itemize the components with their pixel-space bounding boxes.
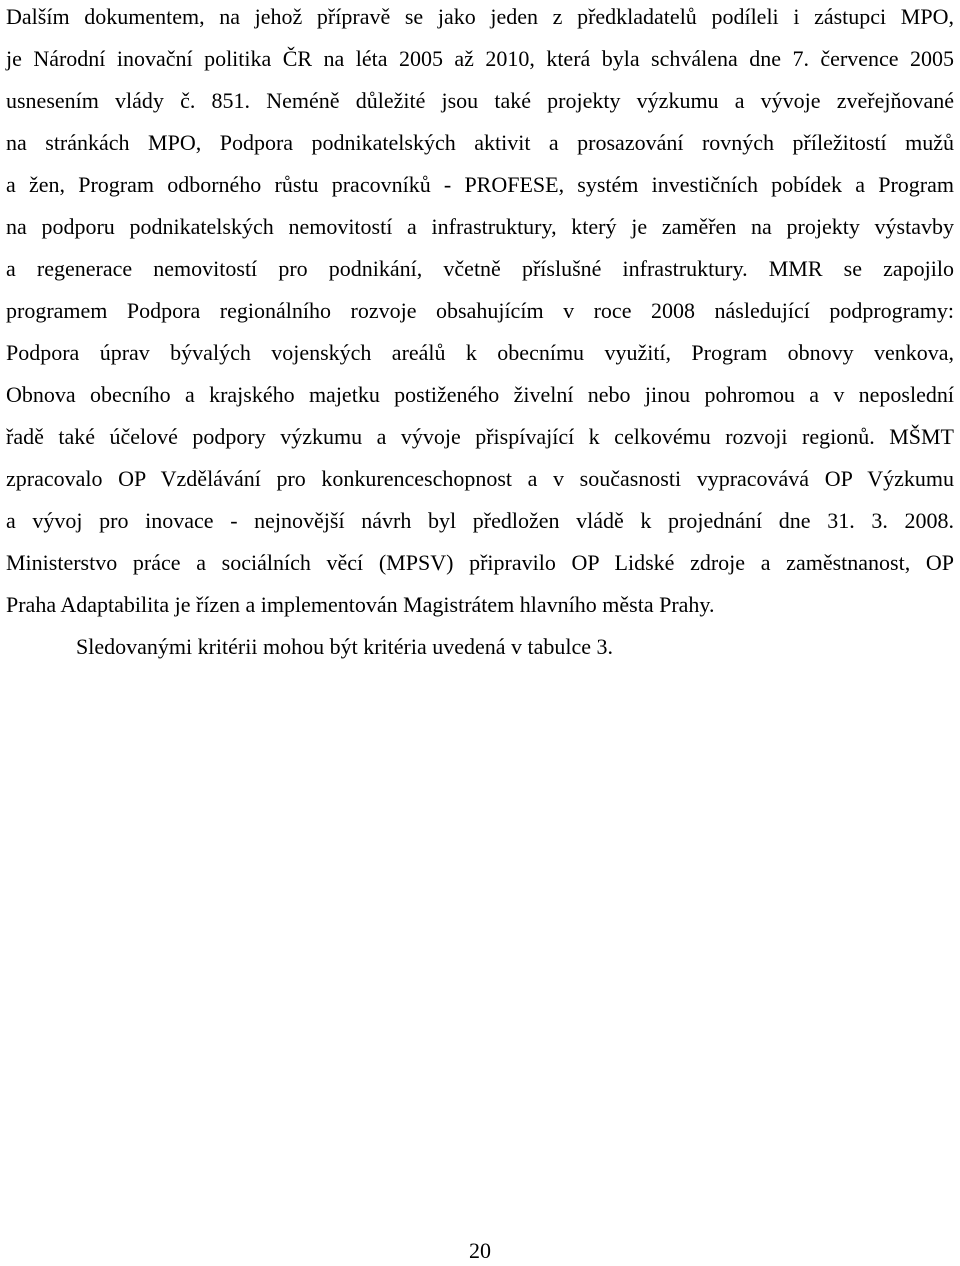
text-line: a vývoj pro inovace - nejnovější návrh byl předložen vládě k projednání dne 31. 3. 2008. [6, 508, 954, 533]
text-line: na podporu podnikatelských nemovitostí a infrastruktury, který je zaměřen na projekty výstavby [6, 214, 954, 239]
text-line: Ministerstvo práce a sociálních věcí (MPSV) připravilo OP Lidské zdroje a zaměstnanost, OP [6, 550, 954, 575]
text-line: Podpora úprav bývalých vojenských areálů k obecnímu využití, Program obnovy venkova, [6, 340, 954, 365]
text-line: zpracovalo OP Vzdělávání pro konkurenceschopnost a v současnosti vypracovává OP Výzkumu [6, 466, 954, 491]
text-line: a regenerace nemovitostí pro podnikání, včetně příslušné infrastruktury. MMR se zapojilo [6, 256, 954, 281]
text-line: řadě také účelové podpory výzkumu a vývoje přispívající k celkovému rozvoji regionů. MŠMT [6, 424, 954, 449]
text-line: je Národní inovační politika ČR na léta 2005 až 2010, která byla schválena dne 7. července 2005 [6, 46, 954, 71]
text-line: na stránkách MPO, Podpora podnikatelských aktivit a prosazování rovných příležitostí mužů [6, 130, 954, 155]
text-line: usnesením vlády č. 851. Neméně důležité jsou také projekty výzkumu a vývoje zveřejňované [6, 88, 954, 113]
text-line: Praha Adaptabilita je řízen a implementován Magistrátem hlavního města Prahy. [6, 592, 715, 617]
text-line: Sledovanými kritérii mohou být kritéria uvedená v tabulce 3. [76, 634, 614, 659]
page-number: 20 [469, 1238, 491, 1263]
text-line: a žen, Program odborného růstu pracovníků - PROFESE, systém investičních pobídek a Program [6, 172, 954, 197]
text-line: Dalším dokumentem, na jehož přípravě se jako jeden z předkladatelů podíleli i zástupci MPO, [6, 4, 954, 29]
text-line: Obnova obecního a krajského majetku postiženého živelní nebo jinou pohromou a v neposlední [6, 382, 954, 407]
text-line: programem Podpora regionálního rozvoje obsahujícím v roce 2008 následující podprogramy: [6, 298, 954, 323]
